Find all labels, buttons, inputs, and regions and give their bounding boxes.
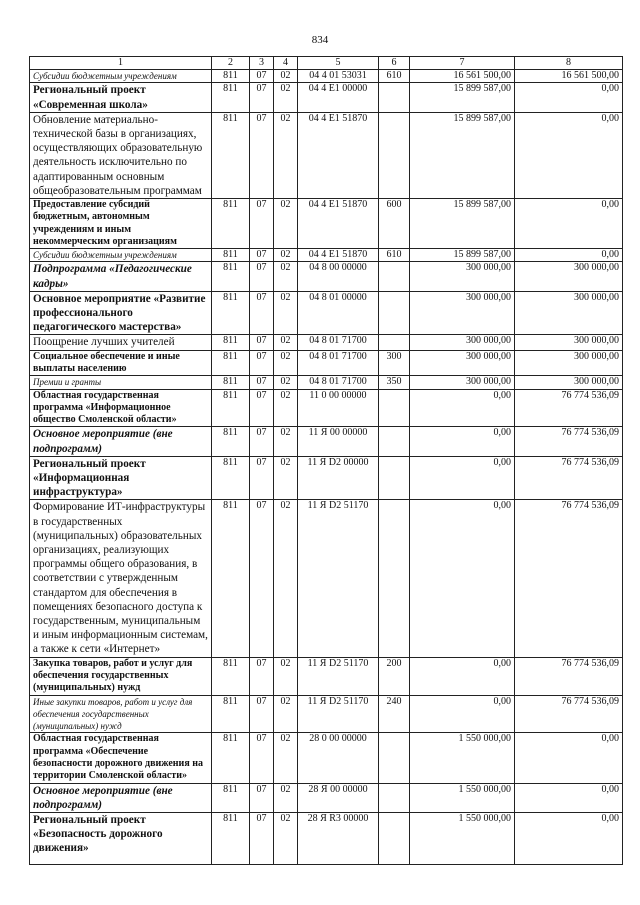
line-item-name: Основное мероприятие (вне подпрограмм) — [30, 783, 212, 812]
amount-col7: 0,00 — [410, 456, 515, 500]
expense-type-code: 300 — [379, 350, 410, 376]
amount-col8: 76 774 536,09 — [515, 657, 623, 695]
line-item-name: Региональный проект «Современная школа» — [30, 83, 212, 112]
amount-col7: 1 550 000,00 — [410, 813, 515, 865]
section-code: 07 — [250, 262, 274, 291]
target-article-code: 28 0 00 00000 — [298, 733, 379, 783]
amount-col8: 16 561 500,00 — [515, 70, 623, 83]
section-code: 07 — [250, 500, 274, 657]
subsection-code: 02 — [274, 500, 298, 657]
expense-type-code — [379, 733, 410, 783]
line-item-name: Поощрение лучших учителей — [30, 335, 212, 350]
expense-type-code: 240 — [379, 695, 410, 733]
line-item-name: Формирование ИТ-инфраструктуры в государственных (муниципальных) образовательных организациях, реализующих программы общего образования, в соответствии с утвержденным стандартом для обеспечения в помещениях безопасного доступа к государственным, муниципальным и иным информационным системам, а также к сети «Интернет» — [30, 500, 212, 657]
line-item-name: Премии и гранты — [30, 376, 212, 389]
ministry-code: 811 — [212, 427, 250, 456]
amount-col7: 300 000,00 — [410, 291, 515, 335]
amount-col8: 0,00 — [515, 112, 623, 198]
column-header-7: 7 — [410, 57, 515, 70]
section-code: 07 — [250, 456, 274, 500]
amount-col8: 76 774 536,09 — [515, 500, 623, 657]
line-item-name: Региональный проект «Информационная инфраструктура» — [30, 456, 212, 500]
table-row — [30, 262, 623, 291]
ministry-code: 811 — [212, 70, 250, 83]
amount-col8: 300 000,00 — [515, 350, 623, 376]
ministry-code: 811 — [212, 291, 250, 335]
column-header-3: 3 — [250, 57, 274, 70]
line-item-name: Региональный проект «Безопасность дорожного движения» — [30, 813, 212, 865]
table-row — [30, 389, 623, 427]
ministry-code: 811 — [212, 262, 250, 291]
section-code: 07 — [250, 657, 274, 695]
section-code: 07 — [250, 83, 274, 112]
ministry-code: 811 — [212, 695, 250, 733]
target-article-code: 04 4 E1 00000 — [298, 83, 379, 112]
section-code: 07 — [250, 249, 274, 262]
line-item-name: Субсидии бюджетным учреждениям — [30, 249, 212, 262]
expense-type-code: 610 — [379, 70, 410, 83]
amount-col7: 1 550 000,00 — [410, 733, 515, 783]
section-code: 07 — [250, 335, 274, 350]
expense-type-code — [379, 83, 410, 112]
table-row — [30, 335, 623, 350]
target-article-code: 04 8 00 00000 — [298, 262, 379, 291]
amount-col7: 0,00 — [410, 427, 515, 456]
ministry-code: 811 — [212, 198, 250, 248]
target-article-code: 11 Я D2 00000 — [298, 456, 379, 500]
subsection-code: 02 — [274, 112, 298, 198]
expense-type-code: 600 — [379, 198, 410, 248]
amount-col8: 300 000,00 — [515, 291, 623, 335]
target-article-code: 04 8 01 00000 — [298, 291, 379, 335]
expense-type-code — [379, 112, 410, 198]
section-code: 07 — [250, 695, 274, 733]
amount-col7: 15 899 587,00 — [410, 112, 515, 198]
section-code: 07 — [250, 783, 274, 812]
amount-col7: 1 550 000,00 — [410, 783, 515, 812]
line-item-name: Обновление материально-технической базы в организациях, осуществляющих образовательную деятельность исключительно по адаптированным основным общеобразовательным программам — [30, 112, 212, 198]
target-article-code: 11 0 00 00000 — [298, 389, 379, 427]
expense-type-code — [379, 335, 410, 350]
target-article-code: 04 8 01 71700 — [298, 350, 379, 376]
amount-col7: 300 000,00 — [410, 262, 515, 291]
subsection-code: 02 — [274, 350, 298, 376]
amount-col7: 0,00 — [410, 500, 515, 657]
line-item-name: Закупка товаров, работ и услуг для обеспечения государственных (муниципальных) нужд — [30, 657, 212, 695]
amount-col8: 0,00 — [515, 783, 623, 812]
page-number: 834 — [311, 34, 329, 46]
subsection-code: 02 — [274, 335, 298, 350]
column-header-6: 6 — [379, 57, 410, 70]
subsection-code: 02 — [274, 657, 298, 695]
subsection-code: 02 — [274, 198, 298, 248]
column-header-2: 2 — [212, 57, 250, 70]
line-item-name: Основное мероприятие «Развитие профессионального педагогического мастерства» — [30, 291, 212, 335]
amount-col7: 15 899 587,00 — [410, 249, 515, 262]
expense-type-code — [379, 389, 410, 427]
target-article-code: 11 Я D2 51170 — [298, 695, 379, 733]
subsection-code: 02 — [274, 249, 298, 262]
ministry-code: 811 — [212, 500, 250, 657]
header-row — [30, 57, 623, 70]
amount-col8: 300 000,00 — [515, 262, 623, 291]
subsection-code: 02 — [274, 813, 298, 865]
section-code: 07 — [250, 70, 274, 83]
column-header-1: 1 — [30, 57, 212, 70]
ministry-code: 811 — [212, 335, 250, 350]
subsection-code: 02 — [274, 83, 298, 112]
amount-col8: 76 774 536,09 — [515, 456, 623, 500]
target-article-code: 28 Я 00 00000 — [298, 783, 379, 812]
amount-col7: 300 000,00 — [410, 350, 515, 376]
line-item-name: Областная государственная программа «Информационное общество Смоленской области» — [30, 389, 212, 427]
ministry-code: 811 — [212, 813, 250, 865]
ministry-code: 811 — [212, 350, 250, 376]
ministry-code: 811 — [212, 83, 250, 112]
table-row — [30, 350, 623, 376]
column-header-4: 4 — [274, 57, 298, 70]
amount-col8: 76 774 536,09 — [515, 389, 623, 427]
amount-col8: 0,00 — [515, 733, 623, 783]
table-row — [30, 291, 623, 335]
table-row — [30, 83, 623, 112]
table-row — [30, 198, 623, 248]
table-row — [30, 70, 623, 83]
amount-col8: 300 000,00 — [515, 335, 623, 350]
amount-col8: 0,00 — [515, 198, 623, 248]
subsection-code: 02 — [274, 695, 298, 733]
amount-col7: 0,00 — [410, 657, 515, 695]
section-code: 07 — [250, 376, 274, 389]
line-item-name: Подпрограмма «Педагогические кадры» — [30, 262, 212, 291]
table-row — [30, 112, 623, 198]
target-article-code: 11 Я D2 51170 — [298, 657, 379, 695]
ministry-code: 811 — [212, 249, 250, 262]
ministry-code: 811 — [212, 389, 250, 427]
line-item-name: Субсидии бюджетным учреждениям — [30, 70, 212, 83]
expense-type-code — [379, 456, 410, 500]
amount-col7: 15 899 587,00 — [410, 83, 515, 112]
amount-col8: 0,00 — [515, 83, 623, 112]
section-code: 07 — [250, 389, 274, 427]
amount-col7: 16 561 500,00 — [410, 70, 515, 83]
target-article-code: 28 Я R3 00000 — [298, 813, 379, 865]
table-row — [30, 657, 623, 695]
expense-type-code — [379, 262, 410, 291]
expense-type-code — [379, 783, 410, 812]
table-row — [30, 500, 623, 657]
section-code: 07 — [250, 427, 274, 456]
table-row — [30, 427, 623, 456]
target-article-code: 11 Я 00 00000 — [298, 427, 379, 456]
target-article-code: 04 4 E1 51870 — [298, 249, 379, 262]
table-row — [30, 783, 623, 812]
amount-col8: 300 000,00 — [515, 376, 623, 389]
expense-type-code — [379, 500, 410, 657]
amount-col7: 0,00 — [410, 695, 515, 733]
line-item-name: Социальное обеспечение и иные выплаты населению — [30, 350, 212, 376]
subsection-code: 02 — [274, 262, 298, 291]
table-row — [30, 249, 623, 262]
amount-col8: 76 774 536,09 — [515, 695, 623, 733]
ministry-code: 811 — [212, 376, 250, 389]
subsection-code: 02 — [274, 291, 298, 335]
expense-type-code — [379, 291, 410, 335]
expense-type-code: 610 — [379, 249, 410, 262]
table-body — [30, 70, 623, 865]
target-article-code: 04 8 01 71700 — [298, 335, 379, 350]
amount-col7: 15 899 587,00 — [410, 198, 515, 248]
subsection-code: 02 — [274, 70, 298, 83]
column-header-8: 8 — [515, 57, 623, 70]
table-row — [30, 733, 623, 783]
subsection-code: 02 — [274, 456, 298, 500]
target-article-code: 04 4 E1 51870 — [298, 198, 379, 248]
ministry-code: 811 — [212, 456, 250, 500]
section-code: 07 — [250, 112, 274, 198]
subsection-code: 02 — [274, 376, 298, 389]
target-article-code: 04 4 01 53031 — [298, 70, 379, 83]
expense-type-code — [379, 427, 410, 456]
target-article-code: 11 Я D2 51170 — [298, 500, 379, 657]
table-row — [30, 695, 623, 733]
amount-col7: 0,00 — [410, 389, 515, 427]
budget-table — [29, 56, 623, 865]
section-code: 07 — [250, 813, 274, 865]
line-item-name: Областная государственная программа «Обеспечение безопасности дорожного движения на территории Смоленской области» — [30, 733, 212, 783]
expense-type-code — [379, 813, 410, 865]
amount-col8: 76 774 536,09 — [515, 427, 623, 456]
amount-col7: 300 000,00 — [410, 376, 515, 389]
expense-type-code: 200 — [379, 657, 410, 695]
ministry-code: 811 — [212, 657, 250, 695]
table-row — [30, 456, 623, 500]
line-item-name: Предоставление субсидий бюджетным, автономным учреждениям и иным некоммерческим организациям — [30, 198, 212, 248]
line-item-name: Иные закупки товаров, работ и услуг для обеспечения государственных (муниципальных) нужд — [30, 695, 212, 733]
section-code: 07 — [250, 733, 274, 783]
subsection-code: 02 — [274, 783, 298, 812]
section-code: 07 — [250, 350, 274, 376]
ministry-code: 811 — [212, 733, 250, 783]
expense-type-code: 350 — [379, 376, 410, 389]
section-code: 07 — [250, 198, 274, 248]
section-code: 07 — [250, 291, 274, 335]
column-header-5: 5 — [298, 57, 379, 70]
amount-col8: 0,00 — [515, 249, 623, 262]
table-row — [30, 376, 623, 389]
amount-col8: 0,00 — [515, 813, 623, 865]
target-article-code: 04 8 01 71700 — [298, 376, 379, 389]
amount-col7: 300 000,00 — [410, 335, 515, 350]
table-row — [30, 813, 623, 865]
ministry-code: 811 — [212, 112, 250, 198]
subsection-code: 02 — [274, 733, 298, 783]
line-item-name: Основное мероприятие (вне подпрограмм) — [30, 427, 212, 456]
subsection-code: 02 — [274, 389, 298, 427]
subsection-code: 02 — [274, 427, 298, 456]
target-article-code: 04 4 E1 51870 — [298, 112, 379, 198]
ministry-code: 811 — [212, 783, 250, 812]
